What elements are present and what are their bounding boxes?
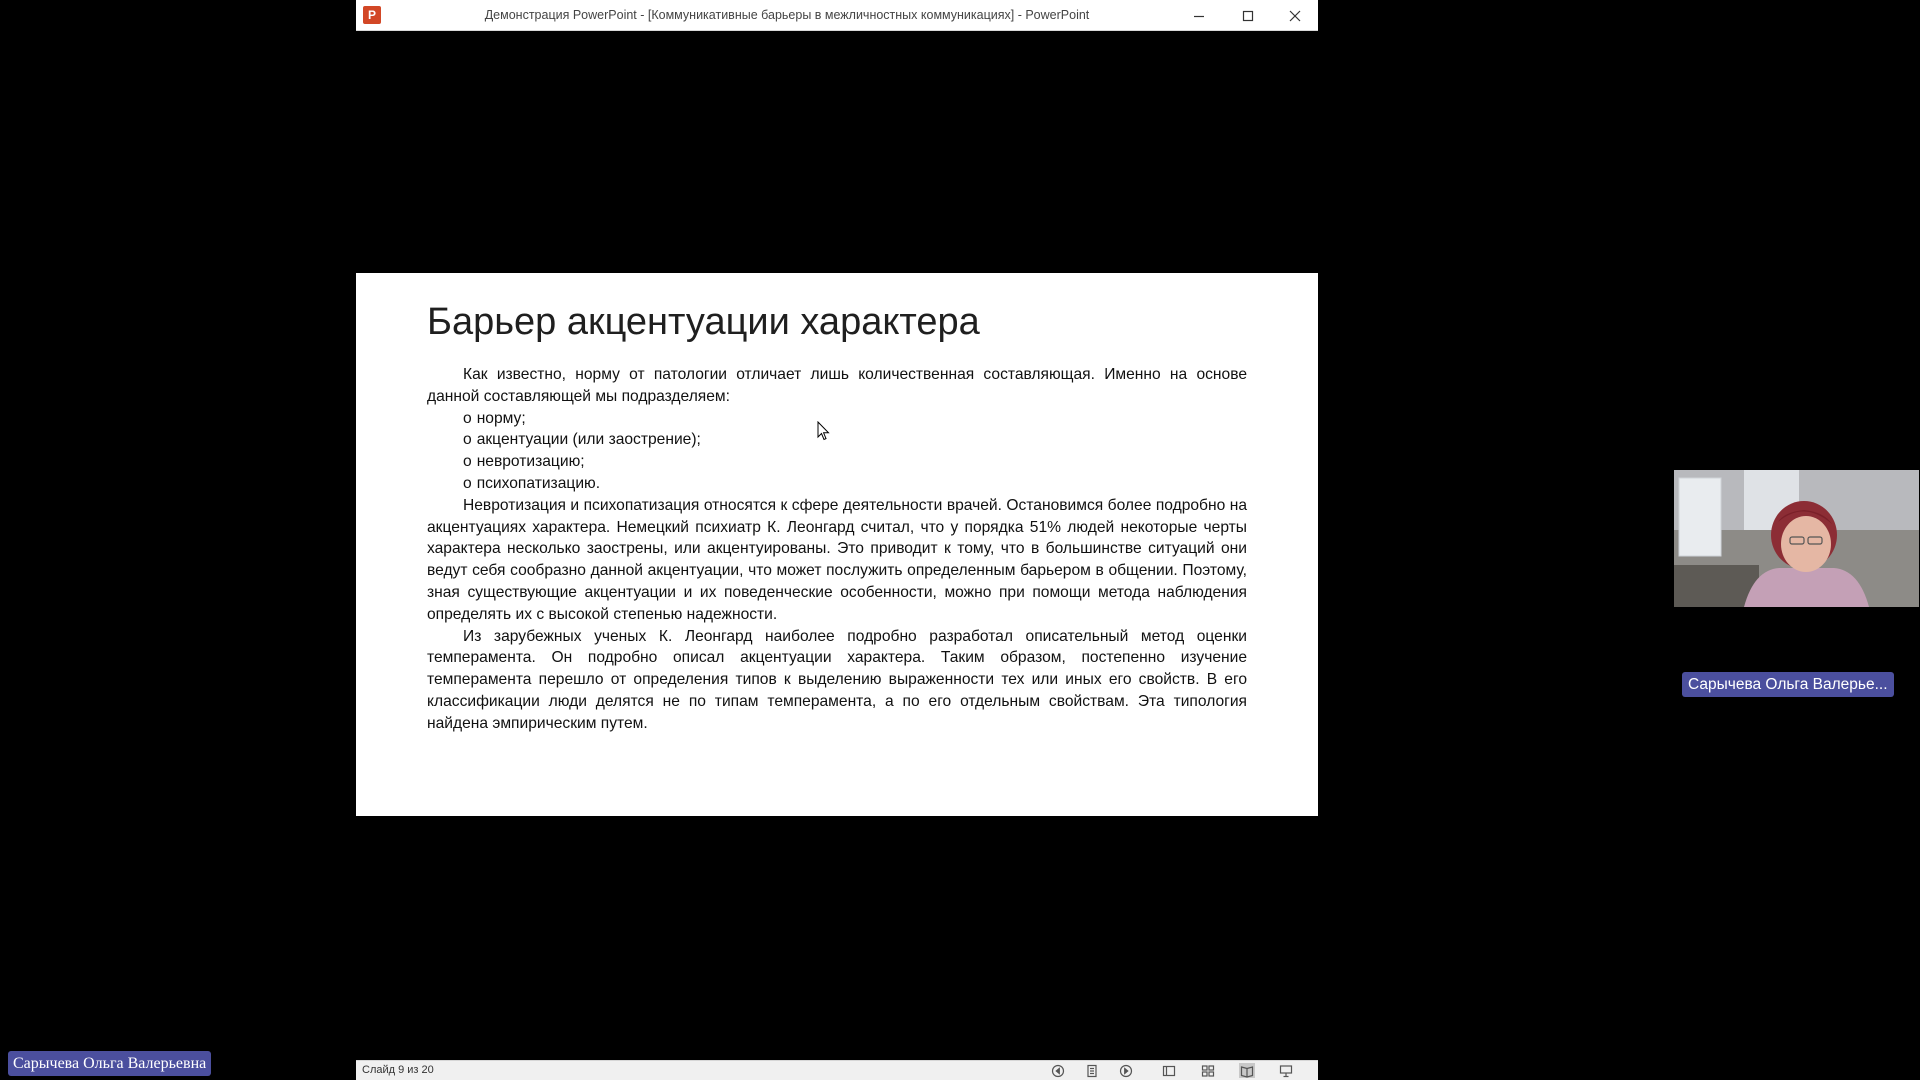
reading-view-icon <box>1240 1064 1254 1078</box>
list-item: o психопатизацию. <box>463 474 601 492</box>
menu-icon <box>1085 1064 1099 1078</box>
slide-intro: Как известно, норму от патологии отличает лишь количественная составляющая. Именно на основе данной составляющей мы подразделяем: <box>427 366 1247 405</box>
status-bar <box>356 1060 1318 1080</box>
close-button[interactable] <box>1272 0 1318 31</box>
bullet-icon: o <box>463 431 472 449</box>
presenter-name-tag: Сарычева Ольга Валерьевна <box>8 1051 211 1076</box>
reading-view-button[interactable] <box>1239 1063 1255 1078</box>
participant-name-tag: Сарычева Ольга Валерье... <box>1682 672 1894 697</box>
slide-paragraph: Из зарубежных ученых К. Леонгард наиболее подробно разработал описательный метод оценки темперамента. Он подробно описал акцентуации характера. Таким образом, постепенно изучение темперамента перешло от определения типов к выделению выраженности тех или иных его свойств. В его классификации люди делятся не по типам темперамента, а по его отдельным свойствам. Эта типология найдена эмпирическим путем. <box>427 627 1247 732</box>
slide-show-icon <box>1279 1064 1293 1078</box>
title-bar[interactable] <box>356 0 1318 31</box>
next-icon <box>1119 1064 1133 1078</box>
participant-video[interactable] <box>1674 470 1919 607</box>
bullet-icon: o <box>463 409 472 427</box>
webcam-person-image <box>1674 470 1919 607</box>
normal-view-icon <box>1162 1064 1176 1078</box>
list-item: o акцентуации (или заострение); <box>463 431 701 449</box>
bullet-icon: o <box>463 474 472 492</box>
slide-counter: Слайд 9 из 20 <box>362 1064 434 1076</box>
slide-menu-button[interactable] <box>1084 1063 1100 1078</box>
list-item: o невротизацию; <box>463 453 585 471</box>
close-icon <box>1289 10 1301 22</box>
slide[interactable] <box>356 273 1318 816</box>
slide-title: Барьер акцентуации характера <box>427 301 980 343</box>
minimize-button[interactable] <box>1176 0 1222 31</box>
previous-slide-button[interactable] <box>1050 1063 1066 1078</box>
previous-icon <box>1051 1064 1065 1078</box>
maximize-button[interactable] <box>1225 0 1271 31</box>
slide-paragraph: Невротизация и психопатизация относятся к сфере деятельности врачей. Остановимся более подробно на акцентуациях характера. Немецкий психиатр К. Леонгард считал, что у порядка 51% людей некоторые черты характера несколько заострены, или акцентуированы. Это приводит к тому, что в большинстве ситуаций они ведут себя сообразно данной акцентуации, что может послужить определенным барьером в общении. Поэтому, зная существующие акцентуации и их поведенческие особенности, можно при помощи метода наблюдения определять их с высокой степенью надежности. <box>427 496 1247 623</box>
slide-sorter-icon <box>1201 1064 1215 1078</box>
next-slide-button[interactable] <box>1118 1063 1134 1078</box>
mouse-cursor-icon <box>817 421 831 441</box>
bullet-icon: o <box>463 453 472 471</box>
slide-body <box>427 364 1247 735</box>
normal-view-button[interactable] <box>1161 1063 1177 1078</box>
powerpoint-icon[interactable]: P <box>363 6 381 24</box>
window-title: Демонстрация PowerPoint - [Коммуникативные барьеры в межличностных коммуникациях] - PowerPoint <box>484 8 1090 22</box>
maximize-icon <box>1242 10 1254 22</box>
powerpoint-window <box>356 0 1318 1080</box>
list-item: o норму; <box>463 409 526 427</box>
minimize-icon <box>1193 10 1205 22</box>
slide-show-button[interactable] <box>1278 1063 1294 1078</box>
slide-bullet-list <box>427 408 1247 495</box>
slide-sorter-button[interactable] <box>1200 1063 1216 1078</box>
